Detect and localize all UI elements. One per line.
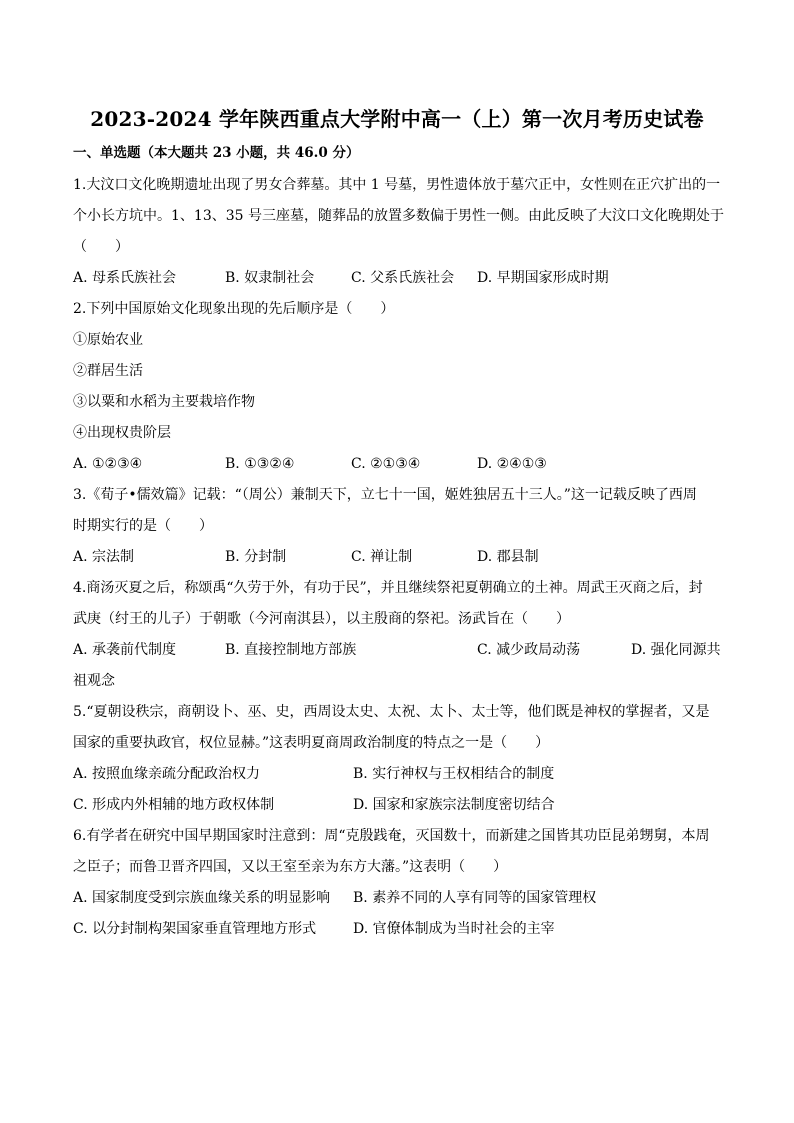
section-heading: 一、单选题（本大题共 23 小题，共 46.0 分） xyxy=(73,145,360,161)
q3-stem-line-1: 3.《荀子•儒效篇》记载：“（周公）兼制天下，立七十一国，姬姓独居五十三人。”这一记载反映了西周 xyxy=(73,487,697,503)
q1-stem-line-2: 个小长方坑中。1、13、35 号三座墓，随葬品的放置多数偏于男性一侧。由此反映了大汶口文化晚期处于 xyxy=(73,208,724,224)
exam-title: 2023-2024 学年陕西重点大学附中高一（上）第一次月考历史试卷 xyxy=(90,107,704,131)
question-1 xyxy=(73,170,723,294)
q6-option-a[interactable]: A. 国家制度受到宗族血缘关系的明显影响 xyxy=(73,890,331,906)
q5-stem-line-2: 国家的重要执政官，权位显赫。”这表明夏商周政治制度的特点之一是（ ） xyxy=(73,735,550,751)
q5-options-row-2 xyxy=(73,790,723,821)
q2-option-a[interactable]: A. ①②③④ xyxy=(73,456,143,472)
q1-stem-line-1: 1.大汶口文化晚期遗址出现了男女合葬墓。其中 1 号墓，男性遗体放于墓穴正中，女性则在正穴扩出的一 xyxy=(73,177,721,193)
q5-option-c[interactable]: C. 形成内外相辅的地方政权体制 xyxy=(73,797,275,813)
q1-options xyxy=(73,263,723,294)
q4-option-a[interactable]: A. 承袭前代制度 xyxy=(73,642,177,658)
question-3 xyxy=(73,480,723,573)
q3-option-c[interactable]: C. 禅让制 xyxy=(351,549,413,565)
q4-stem-line-2: 武庚（纣王的儿子）于朝歌（今河南淇县），以主殷商的祭祀。汤武旨在（ ） xyxy=(73,611,570,627)
q4-stem-line-1: 4.商汤灭夏之后，称颂禹“久劳于外，有功于民”，并且继续祭祀夏朝确立的土神。周武王灭商之后，封 xyxy=(73,580,703,596)
q5-option-d[interactable]: D. 国家和家族宗法制度密切结合 xyxy=(353,797,555,813)
q2-item-1: ①原始农业 xyxy=(73,332,143,348)
q4-option-b[interactable]: B. 直接控制地方部族 xyxy=(225,642,357,658)
q1-option-b[interactable]: B. 奴隶制社会 xyxy=(225,270,315,286)
q3-option-d[interactable]: D. 郡县制 xyxy=(477,549,539,565)
q2-option-b[interactable]: B. ①③②④ xyxy=(225,456,295,472)
q6-option-c[interactable]: C. 以分封制构架国家垂直管理地方形式 xyxy=(73,921,317,937)
q6-stem-line-2: 之臣子；而鲁卫晋齐四国，又以王室至亲为东方大藩。”这表明（ ） xyxy=(73,859,508,875)
q5-options-row-1 xyxy=(73,759,723,790)
q4-options xyxy=(73,635,723,666)
questions-body xyxy=(73,170,723,945)
q1-option-a[interactable]: A. 母系氏族社会 xyxy=(73,270,177,286)
question-2 xyxy=(73,294,723,480)
q6-options-row-2 xyxy=(73,914,723,945)
q2-options xyxy=(73,449,723,480)
q4-option-d[interactable]: D. 强化同源共 xyxy=(631,642,721,658)
q6-options-row-1 xyxy=(73,883,723,914)
q1-stem-line-3: （ ） xyxy=(73,239,129,255)
q5-option-a[interactable]: A. 按照血缘亲疏分配政治权力 xyxy=(73,766,261,782)
q6-option-b[interactable]: B. 素养不同的人享有同等的国家管理权 xyxy=(353,890,597,906)
q1-option-d[interactable]: D. 早期国家形成时期 xyxy=(477,270,609,286)
question-4 xyxy=(73,573,723,697)
q3-stem-line-2: 时期实行的是（ ） xyxy=(73,518,213,534)
q6-option-d[interactable]: D. 官僚体制成为当时社会的主宰 xyxy=(353,921,555,937)
question-6 xyxy=(73,821,723,945)
q3-option-b[interactable]: B. 分封制 xyxy=(225,549,287,565)
q6-stem-line-1: 6.有学者在研究中国早期国家时注意到：周“克殷践奄，灭国数十，而新建之国皆其功臣昆弟甥舅，本周 xyxy=(73,828,710,844)
q4-option-c[interactable]: C. 减少政局动荡 xyxy=(477,642,581,658)
q5-stem-line-1: 5.“夏朝设秩宗，商朝设卜、巫、史，西周设太史、太祝、太卜、太士等，他们既是神权的掌握者，又是 xyxy=(73,704,710,720)
q3-option-a[interactable]: A. 宗法制 xyxy=(73,549,135,565)
q2-option-c[interactable]: C. ②①③④ xyxy=(351,456,421,472)
q2-option-d[interactable]: D. ②④①③ xyxy=(477,456,547,472)
q2-item-2: ②群居生活 xyxy=(73,363,143,379)
question-5 xyxy=(73,697,723,821)
q3-options xyxy=(73,542,723,573)
q2-item-4: ④出现权贵阶层 xyxy=(73,425,171,441)
q2-stem-line-1: 2.下列中国原始文化现象出现的先后顺序是（ ） xyxy=(73,301,395,317)
q2-item-3: ③以粟和水稻为主要栽培作物 xyxy=(73,394,255,410)
q1-option-c[interactable]: C. 父系氏族社会 xyxy=(351,270,455,286)
q5-option-b[interactable]: B. 实行神权与王权相结合的制度 xyxy=(353,766,555,782)
q4-option-d-continued: 祖观念 xyxy=(73,673,115,689)
